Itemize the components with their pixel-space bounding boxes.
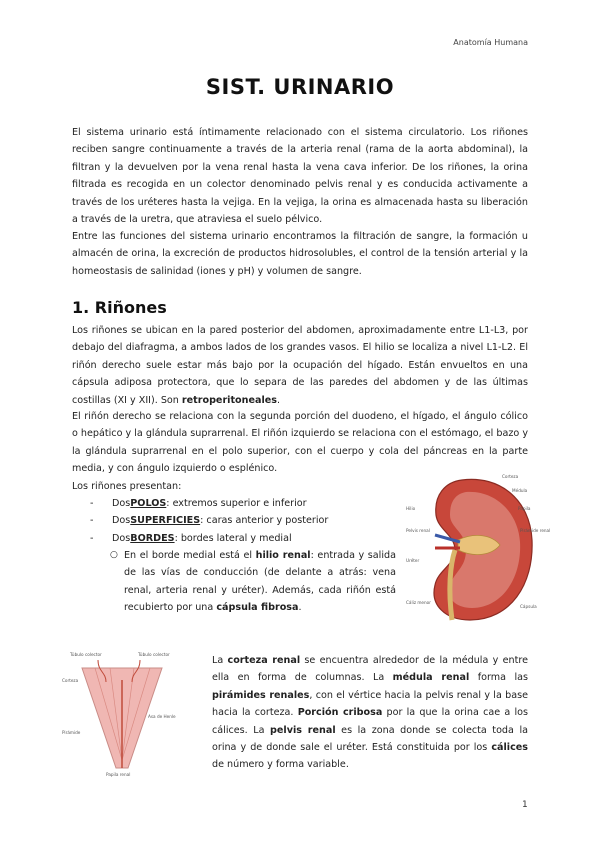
hilio-subitem: ○ En el borde medial está el hilio renal: entrada y salida de las vías de conducción (de delante a atrás: vena renal, arteria renal y uréter). Además, cada riñón está recubierto por una cápsula fibrosa. — [110, 550, 396, 614]
kidney-location-paragraph: Los riñones se ubican en la pared posterior del abdomen, aproximadamente entre L1-L3, por debajo del diafragma, a ambos lados de los grandes vasos. El hilio se localiza a nivel L1-L2. El riñón derecho suele estar más bajo por la ocupación del hígado. Están envueltos en una cápsula adiposa protectora, que lo separa de las paredes del abdomen y de las últimas costillas (XI y XII). Son retroperitoneales. — [72, 325, 528, 406]
kidney-label: Uréter — [406, 558, 420, 563]
kidney-label: Pelvis renal — [406, 528, 430, 533]
list-item: - Dos POLOS : extremos superior e inferior — [90, 498, 307, 509]
pyramid-label: Corteza — [62, 678, 79, 683]
pyramid-label: Pirámide — [62, 730, 81, 735]
renal-pyramid-figure — [60, 650, 180, 780]
intro-paragraph-2: Entre las funciones del sistema urinario encontramos la filtración de sangre, la formación u almacén de orina, la excreción de productos hidrosolubles, el control de la tensión arterial y la homeostasis de salinidad (iones y pH) y volumen de sangre. — [72, 231, 528, 277]
list-item: - Dos BORDES : bordes lateral y medial — [90, 532, 292, 544]
pyramid-label: Asa de Henle — [148, 714, 176, 719]
kidney-features-list — [90, 495, 328, 547]
kidney-label: Cáliz menor — [406, 600, 431, 605]
kidney-label: Papila — [518, 506, 531, 511]
list-intro: Los riñones presentan: — [72, 481, 182, 492]
intro-paragraph-1: El sistema urinario está íntimamente relacionado con el sistema circulatorio. Los riñones reciben sangre continuamente a través de la arteria renal (rama de la aorta abdominal), la filtran y la devuelven por la vena renal hasta la vena cava inferior. De los riñones, la orina filtrada es recogida en un colector denominado pelvis renal y es conducida activamente a través de los uréteres hasta la vejiga. En la vejiga, la orina es almacenada hasta su liberación a través de la uretra, que atraviesa el suelo pélvico. — [72, 127, 528, 226]
kidney-label: Hilio — [406, 506, 416, 511]
list-item: - Dos SUPERFICIES : caras anterior y posterior — [90, 515, 329, 527]
section-title: 1. Riñones — [72, 298, 167, 317]
cortex-medulla-paragraph: La corteza renal se encuentra alrededor de la médula y entre ella en forma de columnas. La médula renal forma las pirámides renales, con el vértice hacia la pelvis renal y la base hacia la corteza. Porción cribosa por la que la orina cae a los cálices. La pelvis renal es la zona donde se colecta toda la orina y de donde sale el uréter. Está constituida por los cálices de número y forma variable. — [212, 655, 529, 771]
page-number: 1 — [522, 800, 528, 810]
kidney-label: Pirámide renal — [520, 528, 550, 533]
kidney-relations-paragraph: El riñón derecho se relaciona con la segunda porción del duodeno, el hígado, el ángulo cólico o hepático y la glándula suprarrenal. El riñón izquierdo se relaciona con el estómago, el bazo y la glándula suprarrenal en el polo superior, con el cuerpo y cola del páncreas en la parte media, y con ángulo izquierdo o esplénico. — [72, 411, 528, 475]
kidney-section-figure — [400, 470, 550, 630]
pyramid-label: Papila renal — [106, 772, 131, 777]
running-header: Anatomía Humana — [453, 38, 528, 47]
pyramid-label: Túbulo colector — [138, 652, 170, 657]
kidney-label: Cápsula — [520, 604, 537, 609]
kidney-label: Médula — [512, 488, 528, 493]
page-title: SIST. URINARIO — [205, 75, 395, 99]
kidney-label: Corteza — [502, 474, 519, 479]
pyramid-label: Túbulo colector — [70, 652, 102, 657]
